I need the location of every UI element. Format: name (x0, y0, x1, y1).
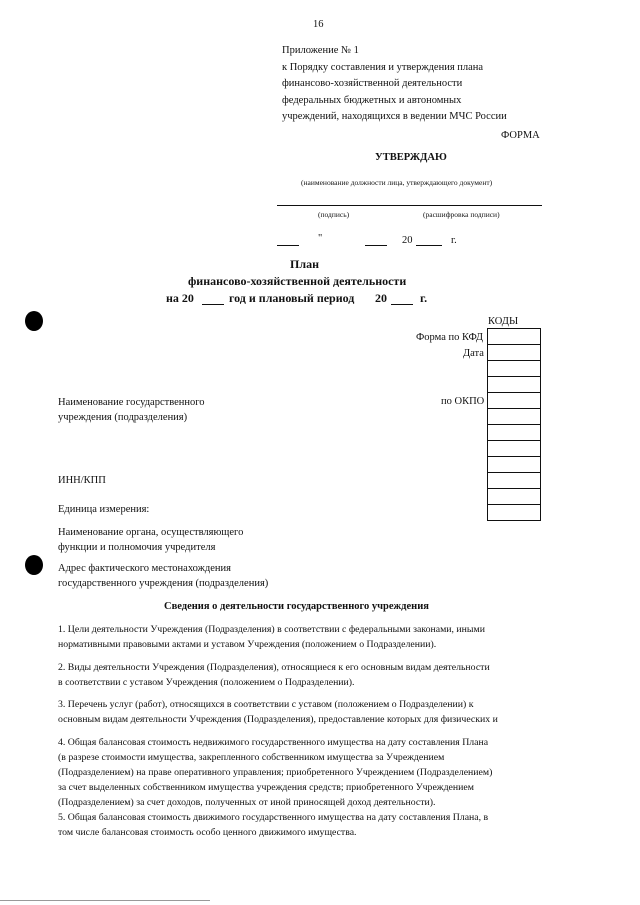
paragraph-line: 2. Виды деятельности Учреждения (Подразделения), относящиеся к его основным видам деятельности (58, 662, 490, 673)
inn-kpp-label: ИНН/КПП (58, 475, 106, 486)
code-cell-date[interactable] (487, 344, 541, 360)
plan-period-year-line (391, 304, 413, 305)
founder-label: Наименование органа, осуществляющего (58, 527, 244, 538)
position-caption: (наименование должности лица, утверждающего документ) (301, 178, 493, 187)
code-cell[interactable] (487, 360, 541, 376)
page-number: 16 (313, 19, 324, 30)
plan-title: План (290, 257, 319, 271)
date-month-line (365, 245, 387, 246)
paragraph-line: (в разрезе стоимости имущества, закрепленного собственником имущества за Учреждением (58, 752, 445, 763)
paragraph-line: основным видам деятельности Учреждения (Подразделения), предоставление которых для физических и (58, 714, 498, 725)
paragraph-line: 5. Общая балансовая стоимость движимого государственного имущества на дату составления Плана, в (58, 812, 489, 823)
date-year-line (416, 245, 442, 246)
punch-hole-top (25, 311, 43, 331)
plan-period-year: 20 (375, 291, 387, 305)
paragraph-line: за счет выделенных собственником имущества учреждения средств; приобретенного Учреждением (58, 782, 474, 793)
paragraph-line: (Подразделением) на праве оперативного управления; приобретенного Учреждением (Подразделением) (58, 767, 493, 778)
founder-label: функции и полномочия учредителя (58, 542, 216, 553)
code-cell[interactable] (487, 456, 541, 472)
codes-header: КОДЫ (488, 316, 519, 327)
address-label: государственного учреждения (подразделения) (58, 578, 269, 589)
okpo-label: по ОКПО (441, 396, 485, 407)
form-kfd-label: Форма по КФД (416, 332, 484, 343)
paragraph-line: нормативными правовыми актами и уставом Учреждения (положением о Подразделении). (58, 639, 437, 650)
plan-period-mid: год и плановый период (229, 291, 355, 305)
appendix-title: Приложение № 1 (282, 45, 359, 56)
code-cell[interactable] (487, 424, 541, 440)
plan-year-line (202, 304, 224, 305)
date-quote: " (318, 233, 323, 244)
unit-label: Единица измерения: (58, 504, 150, 515)
punch-hole-bottom (25, 555, 43, 575)
codes-table (487, 328, 541, 521)
appendix-line: финансово-хозяйственной деятельности (282, 78, 463, 89)
plan-period-suffix: г. (420, 291, 428, 305)
code-cell-form-kfd[interactable] (487, 328, 541, 344)
section-title: Сведения о деятельности государственного учреждения (164, 601, 429, 612)
signature-line (277, 205, 542, 206)
date-label: Дата (463, 348, 484, 359)
code-cell[interactable] (487, 376, 541, 392)
plan-subtitle: финансово-хозяйственной деятельности (188, 274, 407, 288)
paragraph-line: 4. Общая балансовая стоимость недвижимого государственного имущества на дату составления Плана (58, 737, 489, 748)
code-cell-okpo[interactable] (487, 392, 541, 408)
paragraph-line: 3. Перечень услуг (работ), относящихся в соответствии с уставом (положением о Подразделении) к (58, 699, 474, 710)
appendix-line: федеральных бюджетных и автономных (282, 95, 462, 106)
institution-name-label: учреждения (подразделения) (58, 412, 188, 423)
paragraph-line: в соответствии с уставом Учреждения (положением о Подразделении). (58, 677, 355, 688)
code-cell[interactable] (487, 408, 541, 424)
code-cell[interactable] (487, 504, 541, 521)
code-cell[interactable] (487, 488, 541, 504)
address-label: Адрес фактического местонахождения (58, 563, 231, 574)
date-year: 20 (402, 235, 413, 246)
code-cell[interactable] (487, 472, 541, 488)
paragraph-line: (Подразделением) за счет доходов, полученных от иной приносящей доход деятельности). (58, 797, 436, 808)
paragraph-line: том числе балансовая стоимость особо ценного движимого имущества. (58, 827, 357, 838)
scan-edge-line (0, 900, 210, 901)
date-suffix: г. (451, 235, 457, 246)
approve-title: УТВЕРЖДАЮ (375, 152, 447, 163)
decoding-caption: (расшифровка подписи) (423, 210, 500, 219)
institution-name-label: Наименование государственного (58, 397, 205, 408)
appendix-line: учреждений, находящихся в ведении МЧС России (282, 111, 507, 122)
appendix-line: к Порядку составления и утверждения плана (282, 62, 484, 73)
form-label: ФОРМА (501, 130, 540, 141)
date-day-line (277, 245, 299, 246)
code-cell[interactable] (487, 440, 541, 456)
paragraph-line: 1. Цели деятельности Учреждения (Подразделения) в соответствии с федеральными законами, иными (58, 624, 485, 635)
plan-period-prefix: на 20 (166, 291, 194, 305)
signature-caption: (подпись) (318, 210, 350, 219)
